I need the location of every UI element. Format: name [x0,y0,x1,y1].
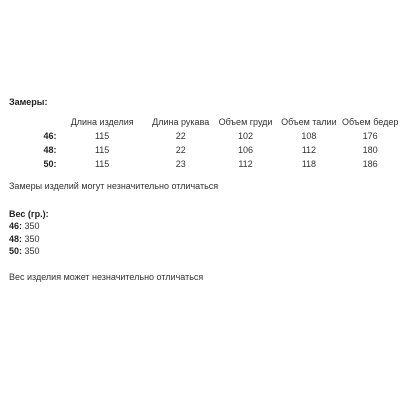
table-cell: 102 [237,131,254,141]
table-cell: 112 [238,159,253,169]
table-row [9,157,400,171]
weight-value: 350 [22,246,40,256]
table-cell: 112 [301,145,317,155]
table-cell: 22 [175,131,186,141]
weight-size-label: 46: [9,221,23,231]
weight-list [9,220,40,258]
table-cell: 180 [362,145,378,155]
weight-size-label: 50: [9,246,23,256]
column-header-hips: Объем бедер [342,117,399,127]
sizes-heading: Замеры: [9,97,48,107]
column-header-waist: Объем талии [281,117,337,127]
table-cell: 118 [301,159,317,169]
table-row [9,143,400,157]
weight-heading: Вес (гр.): [9,209,49,219]
table-cell: 176 [362,131,378,141]
table-cell: 106 [237,145,254,155]
table-cell: 115 [94,145,110,155]
table-cell: 108 [301,131,317,141]
table-cell: 22 [175,145,186,155]
list-item [9,233,40,246]
column-header-sleeve: Длина рукава [152,117,210,127]
table-row [9,129,400,143]
weight-value: 350 [22,221,40,231]
sizes-note: Замеры изделий могут незначительно отличаться [9,181,219,191]
table-cell: 23 [175,159,186,169]
table-cell: 115 [94,131,110,141]
list-item [9,220,40,233]
list-item [9,245,40,258]
column-header-length: Длина изделия [70,117,134,127]
sizes-header-row [9,115,400,129]
sizes-table [9,115,400,171]
weight-note: Вес изделия может незначительно отличаться [9,272,204,282]
weight-value: 350 [22,233,40,244]
size-label: 50: [43,159,57,169]
table-cell: 115 [94,159,110,169]
weight-size-label: 48: [9,233,23,244]
size-label: 48: [43,145,57,155]
size-label: 46: [43,131,57,141]
column-header-chest: Объем груди [218,117,273,127]
size-column-header [9,115,57,129]
table-cell: 186 [362,159,378,169]
